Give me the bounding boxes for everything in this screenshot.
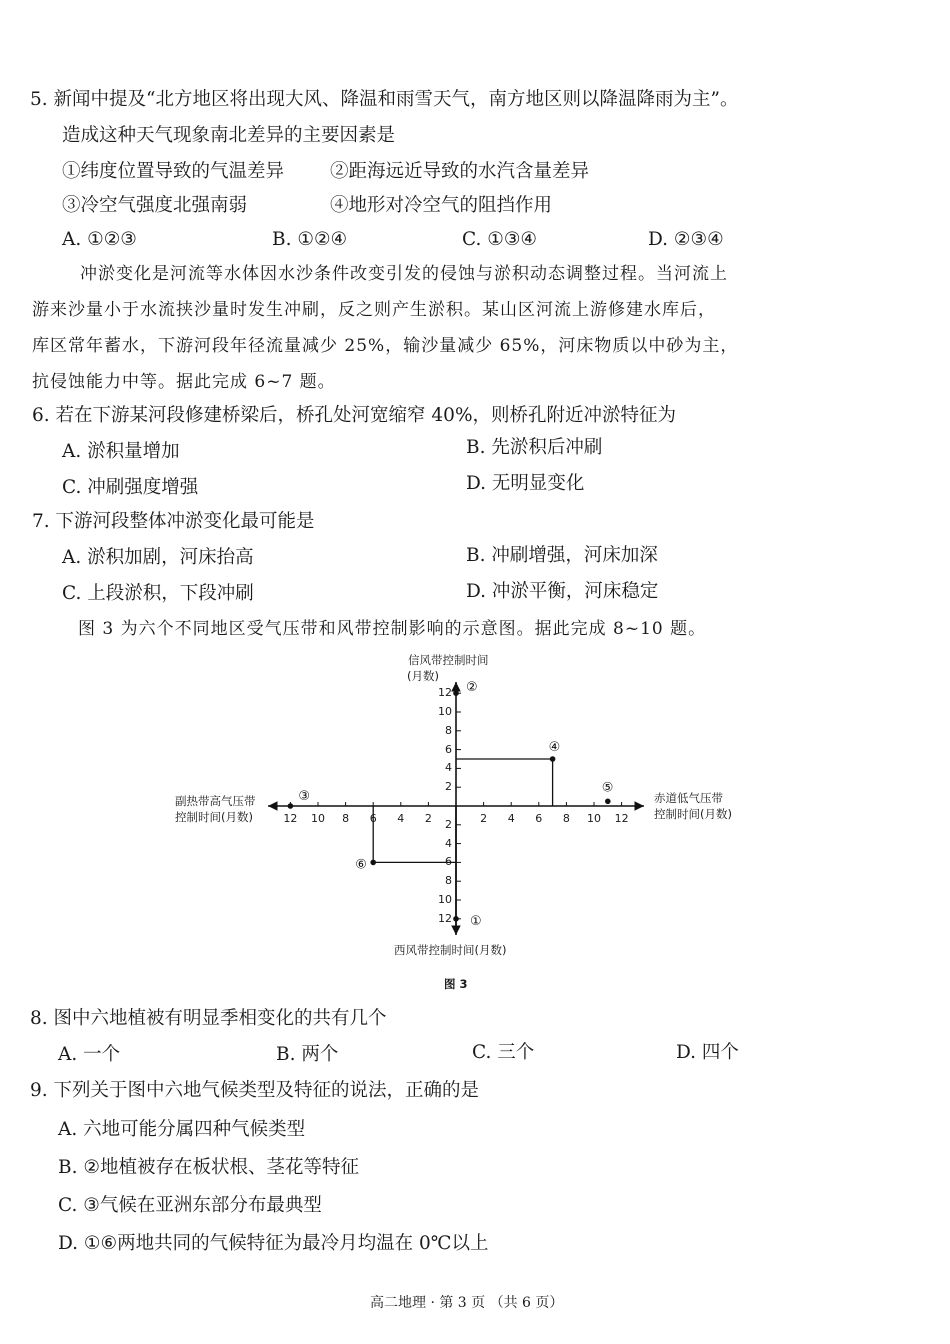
q5-option-d: D. ②③④: [648, 229, 724, 250]
tick-label: 4: [397, 812, 405, 825]
tick-label: 6: [445, 855, 452, 869]
data-point: [453, 690, 459, 696]
q6-option-b: B. 先淤积后冲刷: [466, 437, 603, 458]
tick-label: 12: [283, 812, 298, 825]
top-axis-unit: (月数): [407, 669, 439, 683]
q5-stem-line1: 5. 新闻中提及“北方地区将出现大风、降温和雨雪天气，南方地区则以降温降雨为主”。: [30, 89, 739, 110]
passage-line-1: 冲淤变化是河流等水体因水沙条件改变引发的侵蚀与淤积动态调整过程。当河流上: [80, 264, 728, 284]
data-point: [370, 860, 376, 866]
tick-label: 2: [424, 812, 432, 825]
data-point-label: ③: [298, 789, 311, 804]
q7-option-a: A. 淤积加剧，河床抬高: [62, 547, 254, 568]
point-guide-line: [373, 806, 456, 862]
tick-label: 12: [614, 812, 629, 825]
data-point: [550, 756, 556, 762]
tick-label: 4: [445, 836, 452, 850]
q5-item-2: ②距海远近导致的水汽含量差异: [330, 161, 590, 182]
tick-label: 6: [535, 812, 543, 825]
tick-label: 10: [438, 893, 452, 906]
tick-label: 10: [311, 812, 325, 825]
data-point-label: ⑤: [601, 780, 614, 796]
passage-line-2: 游来沙量小于水流挟沙量时发生冲刷，反之则产生淤积。某山区河流上游修建水库后，: [32, 300, 716, 320]
tick-label: 4: [507, 812, 515, 825]
data-point-label: ①: [470, 913, 482, 929]
tick-label: 2: [445, 817, 452, 831]
q5-option-c: C. ①③④: [462, 229, 538, 250]
page-footer: 高二地理 · 第 3 页 （共 6 页）: [370, 1295, 564, 1311]
q6-option-d: D. 无明显变化: [466, 473, 585, 494]
tick-label: 4: [445, 761, 452, 775]
tick-label: 10: [438, 705, 452, 718]
q6-option-a: A. 淤积量增加: [62, 441, 180, 462]
tick-label: 6: [445, 742, 452, 756]
tick-label: 6: [369, 812, 377, 825]
q5-stem-line2: 造成这种天气现象南北差异的主要因素是: [62, 125, 396, 146]
q9-option-b: B. ②地植被存在板状根、茎花等特征: [58, 1157, 359, 1178]
q5-option-b: B. ①②④: [272, 229, 348, 250]
q5-item-3: ③冷空气强度北强南弱: [62, 195, 248, 216]
passage-line-3: 库区常年蓄水，下游河段年径流量减少 25%，输沙量减少 65%，河床物质以中砂为主，: [32, 336, 739, 356]
figure-intro: 图 3 为六个不同地区受气压带和风带控制影响的示意图。据此完成 8~10 题。: [78, 619, 707, 639]
q6-stem: 6. 若在下游某河段修建桥梁后，桥孔处河宽缩窄 40%，则桥孔附近冲淤特征为: [32, 405, 677, 426]
q7-option-c: C. 上段淤积，下段冲刷: [62, 583, 254, 604]
figure-caption: 图 3: [444, 977, 468, 991]
q5-option-a: A. ①②③: [62, 229, 137, 250]
bottom-axis-label: 西风带控制时间(月数): [394, 943, 507, 957]
tick-label: 12: [438, 911, 452, 925]
q8-option-d: D. 四个: [676, 1042, 739, 1063]
tick-label: 10: [587, 812, 601, 825]
tick-label: 8: [445, 723, 452, 737]
q9-option-c: C. ③气候在亚洲东部分布最典型: [58, 1195, 322, 1216]
left-axis-unit: 控制时间(月数): [175, 810, 253, 824]
data-point-label: ⑥: [355, 857, 367, 873]
right-axis-label: 赤道低气压带: [654, 791, 723, 805]
q8-option-a: A. 一个: [58, 1044, 121, 1065]
tick-label: 8: [445, 874, 452, 888]
data-point-label: ②: [466, 680, 478, 696]
q6-option-c: C. 冲刷强度增强: [62, 477, 199, 498]
tick-label: 2: [445, 780, 452, 794]
tick-label: 2: [480, 812, 488, 825]
data-point-label: ④: [548, 740, 561, 755]
q5-item-1: ①纬度位置导致的气温差异: [62, 161, 285, 182]
q9-option-d: D. ①⑥两地共同的气候特征为最冷月均温在 0℃以上: [58, 1233, 489, 1254]
q7-option-d: D. 冲淤平衡，河床稳定: [466, 581, 659, 602]
data-point: [453, 916, 459, 922]
q8-option-c: C. 三个: [472, 1042, 535, 1063]
tick-label: 12: [438, 686, 452, 700]
q5-item-4: ④地形对冷空气的阻挡作用: [330, 195, 553, 216]
q7-option-b: B. 冲刷增强，河床加深: [466, 545, 658, 566]
q8-stem: 8. 图中六地植被有明显季相变化的共有几个: [30, 1008, 387, 1029]
passage-line-4: 抗侵蚀能力中等。据此完成 6~7 题。: [32, 372, 336, 392]
data-point: [605, 799, 611, 805]
point-guides: [373, 759, 552, 862]
q9-option-a: A. 六地可能分属四种气候类型: [58, 1119, 306, 1140]
top-axis-label: 信风带控制时间: [408, 653, 489, 667]
tick-label: 8: [562, 812, 570, 825]
q8-option-b: B. 两个: [276, 1044, 339, 1065]
q9-stem: 9. 下列关于图中六地气候类型及特征的说法，正确的是: [30, 1080, 480, 1101]
point-guide-line: [456, 759, 553, 806]
tick-label: 8: [342, 812, 350, 825]
q7-stem: 7. 下游河段整体冲淤变化最可能是: [32, 511, 315, 532]
data-point: [288, 803, 294, 809]
right-axis-unit: 控制时间(月数): [654, 807, 732, 821]
left-axis-label: 副热带高气压带: [175, 794, 256, 808]
